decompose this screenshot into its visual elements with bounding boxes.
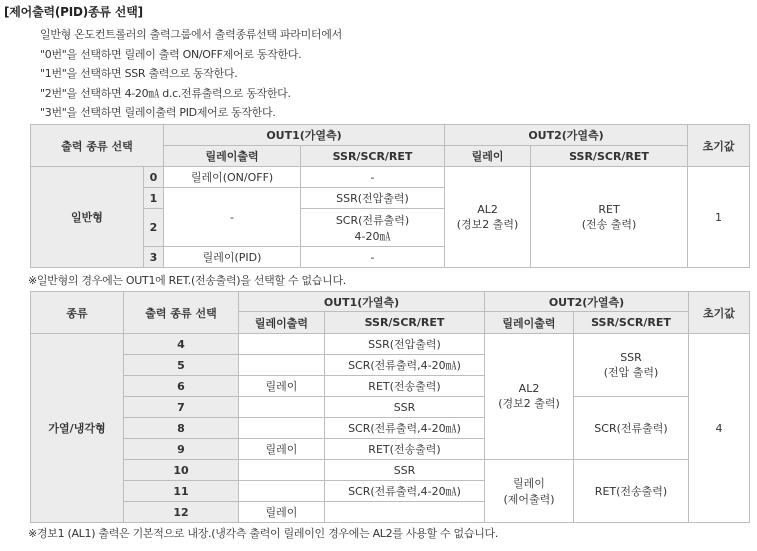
row-number: 11 bbox=[124, 481, 239, 502]
header-out2-relay: 릴레이출력 bbox=[485, 312, 574, 334]
header-out2-relay: 릴레이 bbox=[445, 146, 531, 167]
out2-ssr-line2: (전송 출력) bbox=[581, 217, 637, 231]
header-out2-ssr: SSR/SCR/RET bbox=[531, 146, 688, 167]
header-initial: 초기값 bbox=[689, 292, 750, 334]
header-kind: 종류 bbox=[31, 292, 124, 334]
row-number: 0 bbox=[144, 167, 164, 188]
header-out1: OUT1(가열측) bbox=[239, 292, 485, 312]
row-number: 6 bbox=[124, 376, 239, 397]
out1-relay-cell: 릴레이 bbox=[239, 439, 325, 460]
out1-relay-cell: 릴레이 bbox=[239, 376, 325, 397]
row-number: 5 bbox=[124, 355, 239, 376]
row-number: 10 bbox=[124, 460, 239, 481]
row-number: 7 bbox=[124, 397, 239, 418]
group-heat-cool: 가열/냉각형 bbox=[31, 334, 124, 523]
header-out1: OUT1(가열측) bbox=[164, 125, 445, 146]
out1-ssr-line1: SCR(전류출력) bbox=[335, 213, 410, 227]
note-heat-cool: ※경보1 (AL1) 출력은 기본적으로 내장.(냉각측 출력이 릴레이인 경우에는 AL2를 사용할 수 없습니다. bbox=[28, 527, 499, 540]
out2-relay-cell bbox=[485, 334, 574, 460]
out1-ssr-cell: SSR(전압출력) bbox=[301, 188, 445, 209]
intro-text bbox=[40, 25, 342, 123]
out1-ssr-cell: SCR(전류출력,4-20㎃) bbox=[325, 418, 485, 439]
out1-relay-cell bbox=[239, 418, 325, 439]
header-out1-relay: 릴레이출력 bbox=[239, 312, 325, 334]
header-out2-ssr: SSR/SCR/RET bbox=[574, 312, 689, 334]
out1-ssr-cell: - bbox=[301, 247, 445, 268]
header-output-type: 출력 종류 선택 bbox=[31, 125, 164, 167]
out1-ssr-cell bbox=[301, 209, 445, 247]
note-general: ※일반형의 경우에는 OUT1에 RET.(전송출력)을 선택할 수 없습니다. bbox=[28, 274, 346, 287]
out1-ssr-cell: - bbox=[301, 167, 445, 188]
intro-line: 일반형 온도컨트롤러의 출력그룹에서 출력종류선택 파라미터에서 bbox=[40, 28, 342, 41]
header-initial: 초기값 bbox=[688, 125, 750, 167]
out2-relay-cell bbox=[485, 460, 574, 523]
out1-ssr-line2: 4-20㎃ bbox=[354, 229, 391, 243]
header-out1-relay: 릴레이출력 bbox=[164, 146, 301, 167]
out2-relay-line1: AL2 bbox=[477, 202, 498, 216]
out2-ssr-cell: RET(전송출력) bbox=[574, 460, 689, 523]
out1-relay-cell bbox=[239, 334, 325, 355]
intro-line: "2번"을 선택하면 4-20㎃ d.c.전류출력으로 동작한다. bbox=[40, 86, 291, 100]
intro-line: "1번"을 선택하면 SSR 출력으로 동작한다. bbox=[40, 67, 238, 81]
group-general: 일반형 bbox=[31, 167, 144, 268]
row-number: 2 bbox=[144, 209, 164, 247]
out1-ssr-cell: SSR(전압출력) bbox=[325, 334, 485, 355]
general-type-table bbox=[30, 124, 750, 268]
out1-ssr-cell: SCR(전류출력,4-20㎃) bbox=[325, 355, 485, 376]
out2-ssr-cell bbox=[531, 167, 688, 268]
heat-cool-table bbox=[30, 291, 750, 523]
header-out1-ssr: SSR/SCR/RET bbox=[301, 146, 445, 167]
out2-ssr-cell: SCR(전류출력) bbox=[574, 397, 689, 460]
row-number: 8 bbox=[124, 418, 239, 439]
out1-ssr-cell bbox=[325, 502, 485, 523]
header-out1-ssr: SSR/SCR/RET bbox=[325, 312, 485, 334]
out2-relay-line1: AL2 bbox=[518, 382, 540, 395]
out2-relay-line2: (경보2 출력) bbox=[498, 397, 560, 410]
out2-relay-line1: 릴레이 bbox=[513, 477, 545, 490]
out1-relay-cell: - bbox=[164, 188, 301, 247]
initial-value: 4 bbox=[689, 334, 750, 523]
out1-ssr-cell: RET(전송출력) bbox=[325, 376, 485, 397]
out2-relay-line2: (제어출력) bbox=[503, 493, 555, 506]
row-number: 1 bbox=[144, 188, 164, 209]
intro-line: "0번"을 선택하면 릴레이 출력 ON/OFF제어로 동작한다. bbox=[40, 47, 302, 61]
initial-value: 1 bbox=[688, 167, 750, 268]
out2-ssr-line1: SSR bbox=[620, 350, 642, 364]
out2-ssr-line1: RET bbox=[598, 202, 620, 216]
out2-relay-line2: (경보2 출력) bbox=[456, 217, 519, 231]
out1-relay-cell: 릴레이(ON/OFF) bbox=[164, 167, 301, 188]
section-title: [제어출력(PID)종류 선택] bbox=[4, 5, 143, 19]
out2-ssr-line2: (전압 출력) bbox=[603, 365, 659, 379]
row-number: 9 bbox=[124, 439, 239, 460]
out2-ssr-cell bbox=[574, 334, 689, 397]
out1-ssr-cell: SCR(전류출력,4-20㎃) bbox=[325, 481, 485, 502]
header-out2: OUT2(가열측) bbox=[485, 292, 689, 312]
out1-relay-cell bbox=[239, 460, 325, 481]
out1-ssr-cell: SSR bbox=[325, 397, 485, 418]
out1-relay-cell: 릴레이(PID) bbox=[164, 247, 301, 268]
row-number: 3 bbox=[144, 247, 164, 268]
row-number: 12 bbox=[124, 502, 239, 523]
out1-relay-cell: 릴레이 bbox=[239, 502, 325, 523]
out1-relay-cell bbox=[239, 481, 325, 502]
header-output-type: 출력 종류 선택 bbox=[124, 292, 239, 334]
out1-relay-cell bbox=[239, 397, 325, 418]
out2-relay-cell bbox=[445, 167, 531, 268]
out1-relay-cell bbox=[239, 355, 325, 376]
out1-ssr-cell: SSR bbox=[325, 460, 485, 481]
row-number: 4 bbox=[124, 334, 239, 355]
out1-ssr-cell: RET(전송출력) bbox=[325, 439, 485, 460]
intro-line: "3번"을 선택하면 릴레이출력 PID제어로 동작한다. bbox=[40, 106, 276, 120]
header-out2: OUT2(가열측) bbox=[445, 125, 688, 146]
